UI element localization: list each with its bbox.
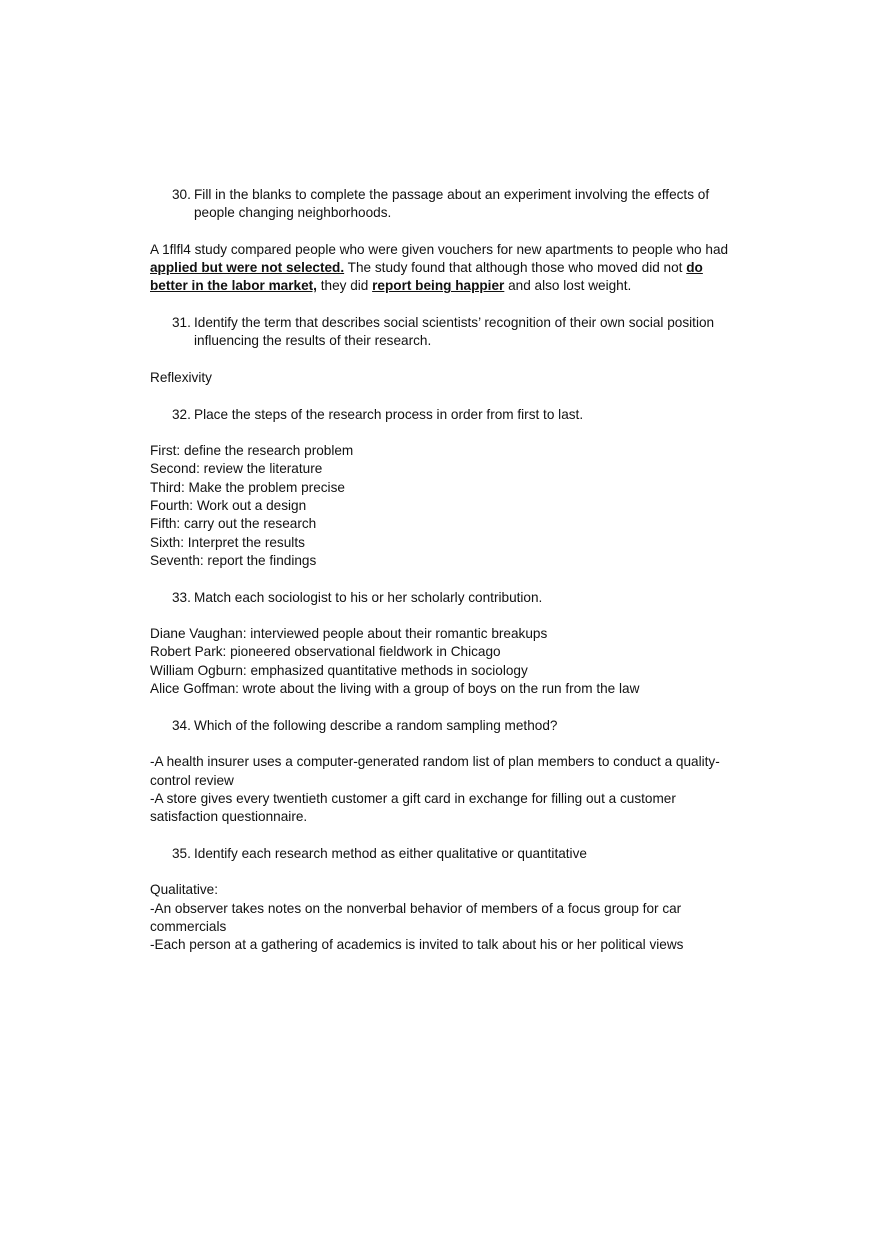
question-30 [150,186,740,223]
question-text: Fill in the blanks to complete the passage about an experiment involving the effects of people changing neighborhoods. [194,187,710,221]
question-32 [150,406,740,424]
question-number: 31. [172,315,191,331]
question-text: Which of the following describe a random sampling method? [194,717,558,733]
question-number: 33. [172,589,191,605]
answer-34 [150,753,740,826]
answer-35 [150,881,740,954]
match-item: Robert Park: pioneered observational fieldwork in Chicago [150,644,501,660]
question-34 [150,717,740,735]
match-item: William Ogburn: emphasized quantitative methods in sociology [150,662,528,678]
question-text: Place the steps of the research process in order from first to last. [194,406,584,422]
question-31 [150,314,740,351]
answer-item: -A store gives every twentieth customer a gift card in exchange for filling out a customer satisfaction questionnaire. [150,790,676,825]
answer-text: they did [316,278,373,294]
answer-31: Reflexivity [150,369,212,385]
question-text: Match each sociologist to his or her scholarly contribution. [194,589,543,605]
question-35 [150,845,740,863]
answer-item: -A health insurer uses a computer-generated random list of plan members to conduct a quality-control review [150,754,720,788]
answer-text: A 1flfl4 study compared people who were given vouchers for new apartments to people who had [150,241,729,257]
step-item: Seventh: report the findings [150,552,317,568]
document-page [150,186,740,973]
answer-text: and also lost weight. [504,278,632,294]
step-item: Sixth: Interpret the results [150,534,305,550]
blank-answer-1: applied but were not selected. [150,260,345,276]
step-item: Third: Make the problem precise [150,479,345,495]
blank-answer-3: report being happier [372,278,505,294]
step-item: Fifth: carry out the research [150,516,317,532]
answer-32 [150,442,740,570]
question-text: Identify each research method as either qualitative or quantitative [194,845,587,861]
question-number: 34. [172,717,191,733]
question-33 [150,589,740,607]
match-item: Alice Goffman: wrote about the living with a group of boys on the run from the law [150,681,640,697]
match-item: Diane Vaughan: interviewed people about their romantic breakups [150,626,548,642]
step-item: Fourth: Work out a design [150,498,307,514]
question-text: Identify the term that describes social scientists’ recognition of their own social position influencing the results of their research. [194,315,715,349]
answer-text: The study found that although those who moved did not [344,260,687,276]
answer-30 [150,241,740,296]
question-number: 32. [172,406,191,422]
answer-item: -An observer takes notes on the nonverbal behavior of members of a focus group for car commercials [150,900,682,934]
answer-33 [150,625,740,698]
step-item: First: define the research problem [150,443,354,459]
blank-answer-2: do better in the labor market, [150,260,703,294]
question-number: 35. [172,845,191,861]
category-heading: Qualitative: [150,882,219,898]
answer-item: -Each person at a gathering of academics is invited to talk about his or her political views [150,937,684,953]
step-item: Second: review the literature [150,461,323,477]
question-number: 30. [172,187,191,202]
